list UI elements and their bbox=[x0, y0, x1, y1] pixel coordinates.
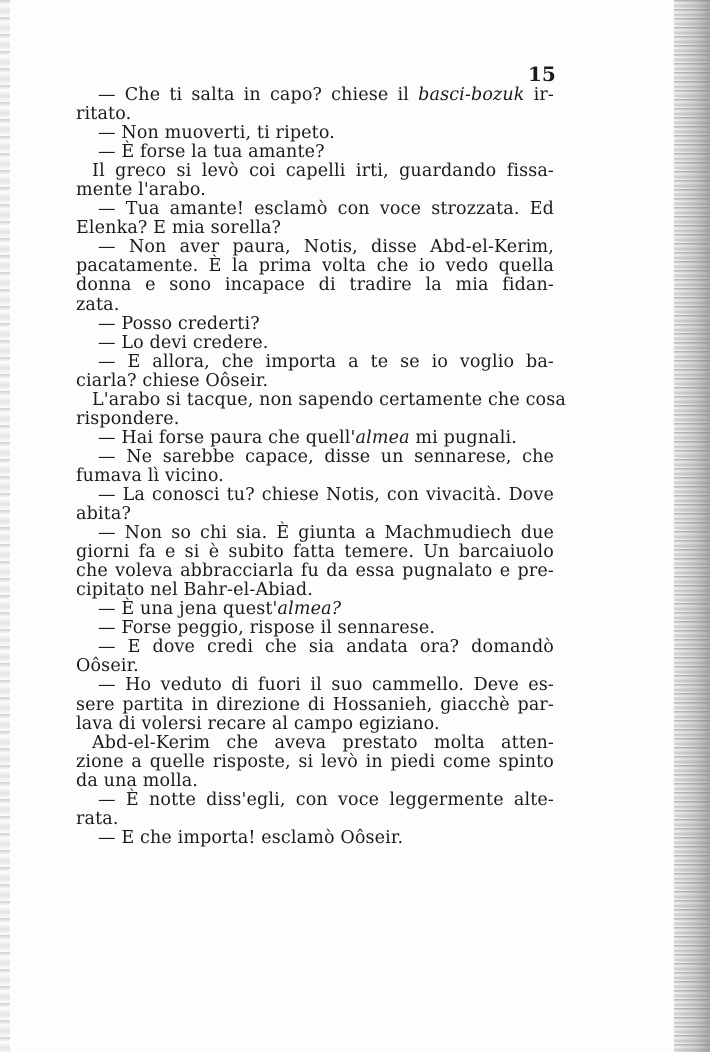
scan-edge-right bbox=[674, 0, 710, 1052]
text-line: rata. bbox=[76, 808, 119, 829]
text-line: — Ho veduto di fuori il suo cammello. Deve es- bbox=[98, 675, 554, 696]
text-line: — E allora, che importa a te se io voglio ba- bbox=[98, 351, 554, 372]
text-line: giorni fa e si è subito fatta temere. Un barcaiuolo bbox=[76, 542, 554, 563]
text-line: zata. bbox=[76, 294, 120, 315]
text-line: — È notte diss'egli, con voce leggermente alte- bbox=[98, 789, 554, 810]
scan-edge-left bbox=[0, 0, 10, 1052]
text-line: Oôseir. bbox=[76, 656, 139, 677]
text-line: — Non aver paura, Notis, disse Abd-el-Kerim, bbox=[98, 237, 554, 258]
text-line: ciarla? chiese Oôseir. bbox=[76, 370, 269, 391]
page-body-text bbox=[76, 85, 566, 848]
text-line: ritato. bbox=[76, 104, 132, 125]
text-line: zione a quelle risposte, si levò in piedi come spinto bbox=[76, 751, 554, 772]
text-line: — Non so chi sia. È giunta a Machmudiech due bbox=[98, 523, 554, 544]
text-line: — Non muoverti, ti ripeto. bbox=[98, 123, 335, 144]
text-line: lava di volersi recare al campo egiziano. bbox=[76, 713, 440, 734]
text-line: — È una jena quest'almea? bbox=[98, 599, 342, 620]
text-line: L'arabo si tacque, non sapendo certamente che cosa bbox=[92, 389, 566, 410]
text-line: — Posso crederti? bbox=[98, 313, 260, 334]
text-line: che voleva abbracciarla fu da essa pugnalato e pre- bbox=[76, 561, 554, 582]
text-line: — È forse la tua amante? bbox=[98, 142, 325, 163]
text-line: — Che ti salta in capo? chiese il basci-bozuk ir- bbox=[98, 85, 554, 105]
text-line: da una molla. bbox=[76, 770, 199, 791]
text-line: mente l'arabo. bbox=[76, 180, 206, 201]
text-line: Abd-el-Kerim che aveva prestato molta atten- bbox=[92, 732, 554, 753]
text-line: sere partita in direzione di Hossanieh, giacchè par- bbox=[76, 694, 554, 715]
text-line: — Hai forse paura che quell'almea mi pugnali. bbox=[98, 427, 517, 448]
text-line: — La conosci tu? chiese Notis, con vivacità. Dove bbox=[98, 484, 554, 505]
text-line: — E dove credi che sia andata ora? domandò bbox=[98, 637, 554, 658]
text-line: fumava lì vicino. bbox=[76, 465, 224, 486]
text-line: Elenka? E mia sorella? bbox=[76, 218, 282, 239]
text-line: rispondere. bbox=[76, 408, 180, 429]
text-line: abita? bbox=[76, 504, 131, 525]
text-line: — Ne sarebbe capace, disse un sennarese, che bbox=[98, 446, 554, 467]
text-line: donna e sono incapace di tradire la mia fidan- bbox=[76, 275, 554, 296]
text-line: — Tua amante! esclamò con voce strozzata. Ed bbox=[98, 199, 554, 220]
text-line: — Lo devi credere. bbox=[98, 332, 269, 353]
text-line: — Forse peggio, rispose il sennarese. bbox=[98, 618, 436, 639]
page-number: 15 bbox=[528, 62, 556, 86]
text-line: pacatamente. È la prima volta che io vedo quella bbox=[76, 256, 554, 277]
text-line: cipitato nel Bahr-el-Abiad. bbox=[76, 580, 313, 601]
text-line: — E che importa! esclamò Oôseir. bbox=[98, 827, 404, 848]
text-line: Il greco si levò coi capelli irti, guardando fissa- bbox=[92, 161, 554, 182]
